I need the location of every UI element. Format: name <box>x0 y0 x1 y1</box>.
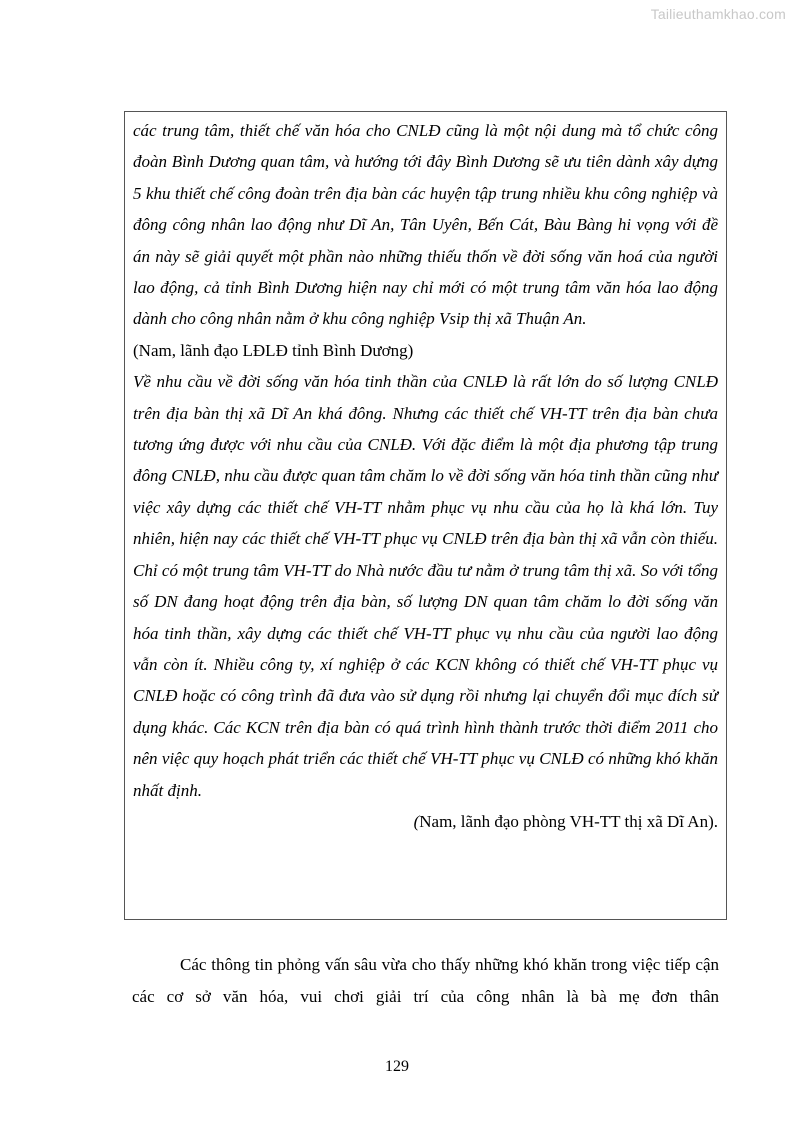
quote-attribution-1: (Nam, lãnh đạo LĐLĐ tỉnh Bình Dương) <box>133 340 414 360</box>
quote-attribution-2 <box>133 806 718 837</box>
body-paragraph: Các thông tin phỏng vấn sâu vừa cho thấy những khó khăn trong việc tiếp cận các cơ sở văn hóa, vui chơi giải trí của công nhân là bà mẹ đơn thân <box>132 955 719 1006</box>
attribution-open-paren: ( <box>413 811 420 831</box>
quote-paragraph-2: Về nhu cầu về đời sống văn hóa tinh thần của CNLĐ là rất lớn do số lượng CNLĐ trên địa bàn thị xã Dĩ An khá đông. Nhưng các thiết chế VH-TT trên địa bàn chưa tương ứng được với nhu cầu của CNLĐ. Với đặc điểm là một địa phương tập trung đông CNLĐ, nhu cầu được quan tâm chăm lo về đời sống văn hóa tinh thần cũng như việc xây dựng các thiết chế VH-TT nhằm phục vụ nhu cầu của họ là khá lớn. Tuy nhiên, hiện nay các thiết chế VH-TT phục vụ CNLĐ trên địa bàn thị xã vẫn còn thiếu. Chỉ có một trung tâm VH-TT do Nhà nước đầu tư nằm ở trung tâm thị xã. So với tổng số DN đang hoạt động trên địa bàn, số lượng DN quan tâm chăm lo đời sống văn hóa tinh thần, xây dựng các thiết chế VH-TT phục vụ nhu cầu của người lao động vẫn còn ít. Nhiều công ty, xí nghiệp ở các KCN không có thiết chế VH-TT phục vụ CNLĐ hoặc có công trình đã đưa vào sử dụng rồi nhưng lại chuyển đổi mục đích sử dụng khác. Các KCN trên địa bàn có quá trình hình thành trước thời điểm 2011 cho nên việc quy hoạch phát triển các thiết chế VH-TT phục vụ CNLĐ có những khó khăn nhất định. <box>133 372 718 800</box>
attribution-text: Nam, lãnh đạo phòng VH-TT thị xã Dĩ An). <box>419 811 718 831</box>
quote-paragraph-1: các trung tâm, thiết chế văn hóa cho CNLĐ cũng là một nội dung mà tổ chức công đoàn Bình Dương quan tâm, và hướng tới đây Bình Dương sẽ ưu tiên dành xây dựng 5 khu thiết chế công đoàn trên địa bàn các huyện tập trung nhiều khu công nghiệp và đông công nhân lao động như Dĩ An, Tân Uyên, Bến Cát, Bàu Bàng hi vọng với đề án này sẽ giải quyết một phần nào những thiếu thốn về đời sống văn hoá của người lao động, cả tỉnh Bình Dương hiện nay chỉ mới có một trung tâm văn hóa lao động dành cho công nhân nằm ở khu công nghiệp Vsip thị xã Thuận An. <box>133 121 718 329</box>
watermark: Tailieuthamkhao.com <box>650 6 786 22</box>
interview-quote-box <box>124 111 727 920</box>
page-number: 129 <box>385 1058 409 1075</box>
